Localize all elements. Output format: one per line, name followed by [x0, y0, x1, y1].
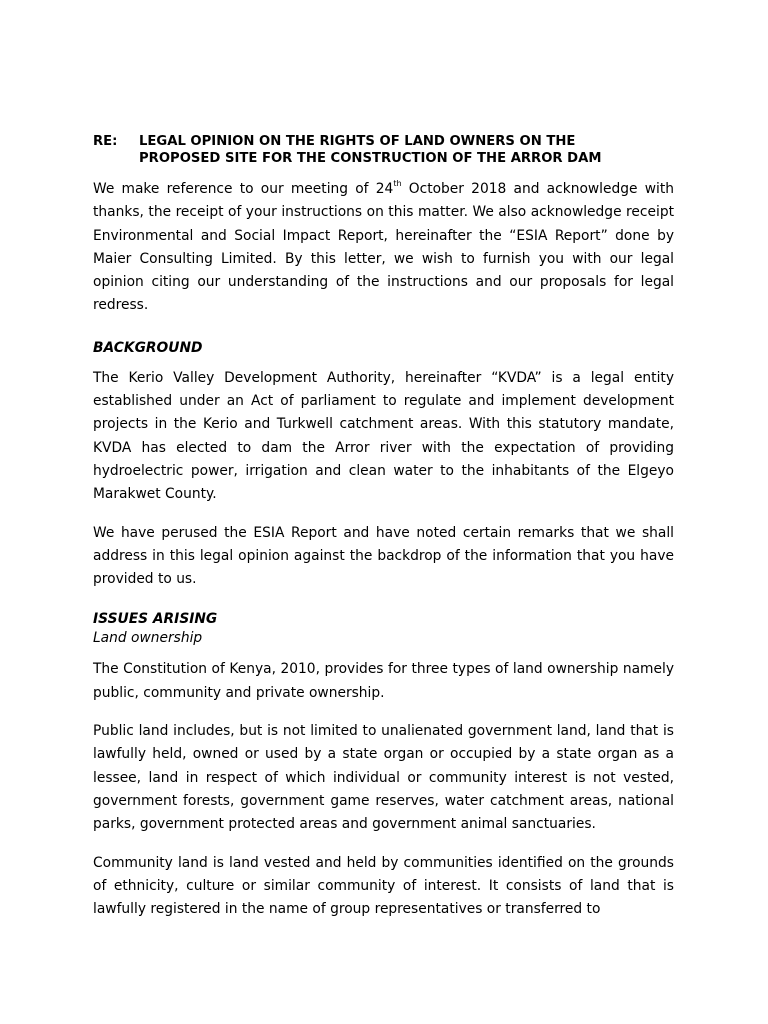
intro-text-before: We make reference to our meeting of 24	[93, 181, 394, 197]
background-paragraph-2: We have perused the ESIA Report and have noted certain remarks that we shall address in this legal opinion against the backdrop of the information that you have provided to us.	[93, 524, 674, 588]
background-paragraph-1: The Kerio Valley Development Authority, hereinafter “KVDA” is a legal entity established under an Act of parliament to regulate and implement development projects in the Kerio and Turkwell catchment areas. With this statutory mandate, KVDA has elected to dam the Arror river with the expectation of providing hydroelectric power, irrigation and clean water to the inhabitants of the Elgeyo Marakwet County.	[93, 369, 674, 503]
intro-paragraph	[93, 178, 674, 318]
public-land-paragraph: Public land includes, but is not limited to unalienated government land, land that is lawfully held, owned or used by a state organ or occupied by a state organ as a lessee, land in respect of which individual or community interest is not vested, government forests, government game reserves, water catchment areas, national parks, government protected areas and government animal sanctuaries.	[93, 723, 674, 833]
background-heading: BACKGROUND	[93, 339, 203, 356]
subject-line	[93, 133, 683, 167]
letter-body	[93, 178, 674, 921]
land-ownership-subheading: Land ownership	[93, 630, 203, 647]
issues-paragraph-1: The Constitution of Kenya, 2010, provides for three types of land ownership namely public, community and private ownership.	[93, 661, 674, 701]
subject-title-line-1: LEGAL OPINION ON THE RIGHTS OF LAND OWNERS ON THE	[139, 134, 576, 149]
community-land-paragraph: Community land is land vested and held by communities identified on the grounds of ethnicity, culture or similar community of interest. It consists of land that is lawfully registered in the name of group representatives or transferred to	[93, 854, 674, 918]
date-ordinal: th	[393, 179, 402, 188]
intro-text-after: October 2018 and acknowledge with thanks, the receipt of your instructions on this matter. We also acknowledge receipt Environmental and Social Impact Report, hereinafter the “ESIA Report” done by Maier Consulting Limited. By this letter, we wish to furnish you with our legal opinion citing our understanding of the instructions and our proposals for legal redress.	[93, 181, 674, 314]
re-label: RE:	[93, 134, 118, 149]
issues-heading: ISSUES ARISING	[93, 611, 218, 628]
subject-title-line-2: PROPOSED SITE FOR THE CONSTRUCTION OF THE ARROR DAM	[139, 151, 602, 166]
